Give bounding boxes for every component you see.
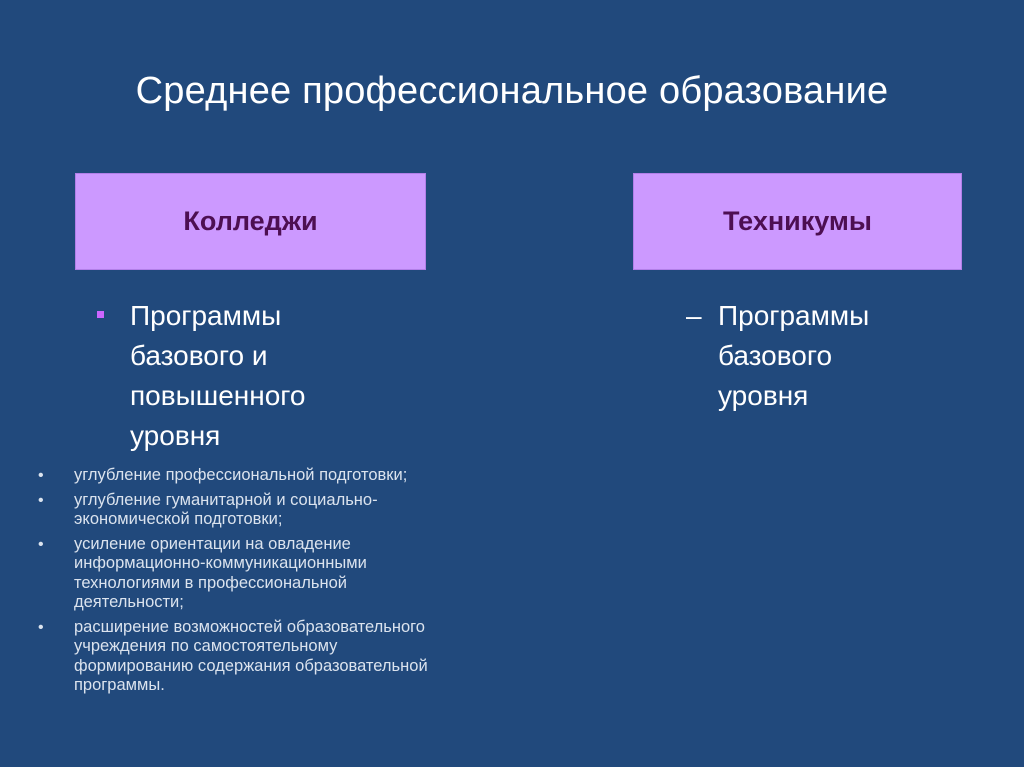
list-item xyxy=(38,466,558,486)
list-item-line: углубление профессиональной подготовки; xyxy=(74,466,408,484)
technical-schools-program-line: уровня xyxy=(718,380,809,411)
list-item-line: программы. xyxy=(74,676,165,694)
colleges-program-line: базового и xyxy=(130,340,268,371)
technical-schools-box xyxy=(633,173,962,270)
list-item-line: усиление ориентации на овладение xyxy=(74,534,351,553)
list-item-line: углубление гуманитарной и социально- xyxy=(74,490,378,509)
list-item-line: технологиями в профессиональной xyxy=(74,573,347,592)
colleges-box xyxy=(75,173,426,270)
colleges-label: Колледжи xyxy=(183,206,318,236)
technical-schools-program-line: базового xyxy=(718,340,833,371)
list-item xyxy=(38,535,558,613)
list-item-line: формированию содержания образовательной xyxy=(74,656,428,675)
features-list xyxy=(38,466,558,701)
colleges-program-line: Программы xyxy=(130,300,282,331)
bullet-dot-icon: • xyxy=(38,467,44,484)
list-item-line: расширение возможностей образовательного xyxy=(74,617,425,636)
list-item-line: информационно-коммуникационными xyxy=(74,554,367,572)
bullet-dot-icon: • xyxy=(38,491,44,509)
bullet-dot-icon: • xyxy=(38,535,44,553)
square-bullet-icon xyxy=(97,311,104,318)
colleges-program-text xyxy=(130,296,420,456)
list-item-line: учреждения по самостоятельному xyxy=(74,637,338,655)
colleges-program-line: уровня xyxy=(130,420,221,451)
list-item xyxy=(38,618,558,696)
list-item-line: экономической подготовки; xyxy=(74,510,283,528)
slide-title: Среднее профессиональное образование xyxy=(135,70,889,112)
bullet-dot-icon: • xyxy=(38,618,44,636)
colleges-program-line: повышенного xyxy=(130,380,306,411)
dash-bullet-icon: – xyxy=(686,300,702,331)
technical-schools-label: Техникумы xyxy=(723,206,872,236)
list-item-line: деятельности; xyxy=(74,593,184,611)
technical-schools-program-text xyxy=(718,296,978,416)
technical-schools-program-line: Программы xyxy=(718,300,870,331)
list-item xyxy=(38,491,558,530)
